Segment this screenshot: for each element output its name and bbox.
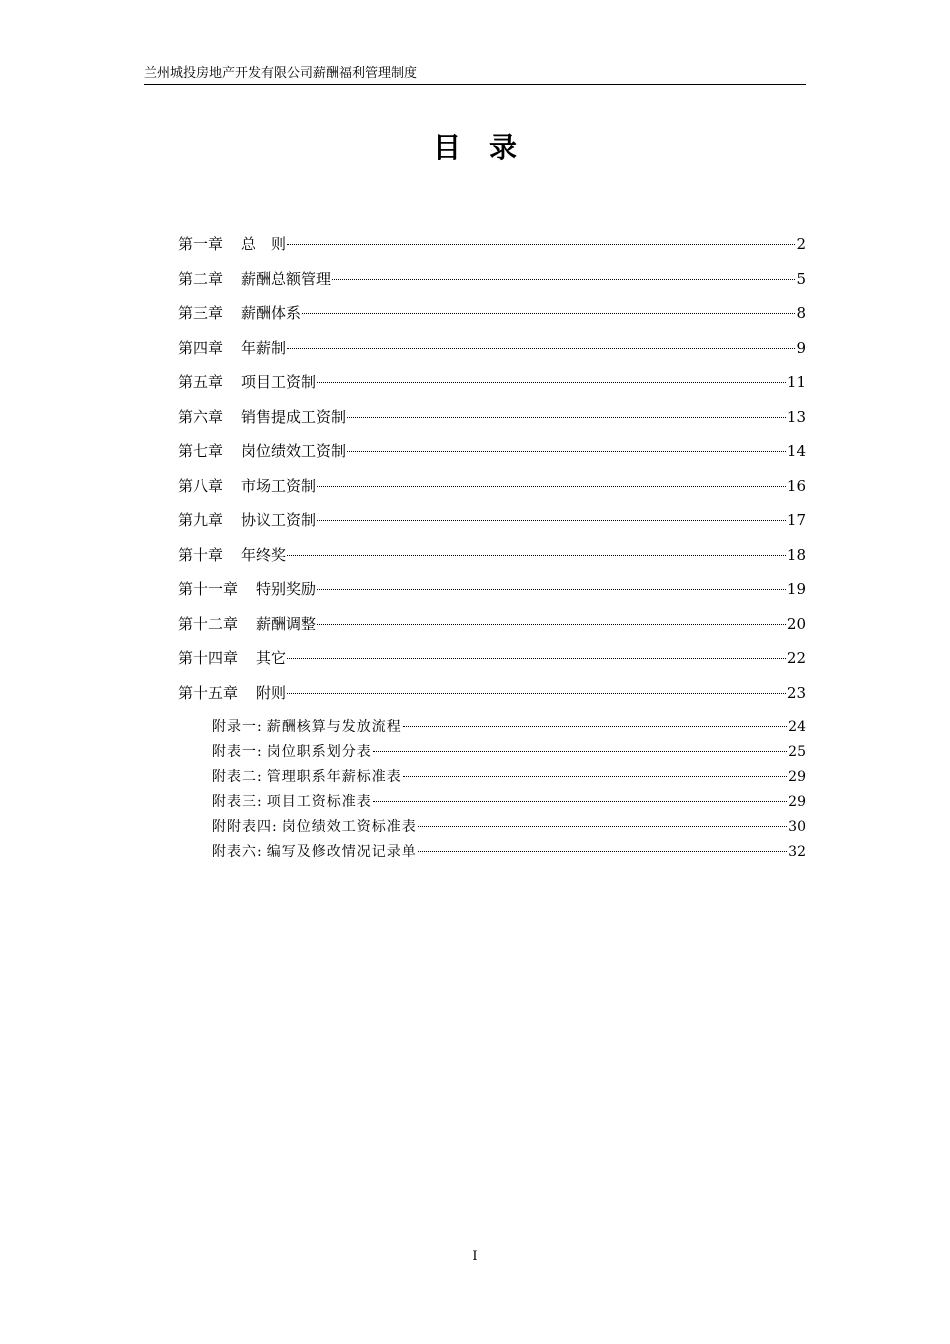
toc-entry-title: 薪酬体系 [241, 304, 302, 322]
page-number: I [472, 1249, 478, 1264]
toc-entry-page: 11 [786, 373, 806, 391]
toc-entry[interactable] [178, 303, 806, 338]
appendix-entry-number: 附附表四: [212, 819, 278, 835]
dot-leader [287, 244, 795, 245]
toc-entry-page: 13 [786, 407, 806, 426]
toc-entry-page: 14 [786, 442, 806, 460]
dot-leader [418, 826, 787, 827]
appendix-entry-number: 附表六: [212, 844, 263, 860]
toc-entry[interactable] [178, 441, 806, 476]
toc-entry-number: 第十二章 [178, 614, 239, 633]
dot-leader [373, 801, 787, 802]
dot-leader [287, 658, 786, 659]
dot-leader [332, 279, 795, 280]
toc-entry-number: 第三章 [178, 304, 224, 322]
appendix-entry[interactable] [212, 817, 806, 842]
toc-entry-title: 岗位绩效工资制 [241, 442, 347, 460]
appendix-entry-number: 附表二: [212, 769, 263, 785]
toc-entry-title: 薪酬总额管理 [241, 269, 332, 288]
toc-entry-title: 项目工资制 [241, 373, 317, 391]
dot-leader [347, 451, 786, 452]
appendix-entry-title: 岗位职系划分表 [266, 744, 372, 760]
toc-entry[interactable] [178, 579, 806, 614]
toc-entry-page: 19 [786, 580, 806, 598]
dot-leader [287, 555, 786, 556]
toc-entry-number: 第九章 [178, 511, 224, 529]
toc-entry-page: 8 [796, 304, 806, 322]
appendix-entry[interactable] [212, 717, 806, 742]
dot-leader [418, 851, 787, 852]
appendix-entry[interactable] [212, 742, 806, 767]
toc-entry-title: 销售提成工资制 [241, 407, 347, 426]
toc-entry-title: 其它 [256, 649, 287, 667]
toc-entry[interactable] [178, 407, 806, 442]
toc-entry-title: 年终奖 [241, 545, 287, 564]
toc-entry-page: 17 [786, 511, 806, 529]
toc-entry[interactable] [178, 683, 806, 718]
dot-leader [287, 693, 786, 694]
toc-entry-number: 第四章 [178, 338, 224, 357]
appendix-entry-page: 25 [788, 744, 806, 760]
dot-leader [317, 520, 786, 521]
appendix-entry-title: 编写及修改情况记录单 [266, 844, 417, 860]
toc-entry-page: 18 [786, 545, 806, 564]
appendix-entry-page: 30 [788, 819, 806, 835]
toc-entry-number: 第十四章 [178, 649, 239, 667]
toc-entry[interactable] [178, 510, 806, 545]
toc-entry-title: 协议工资制 [241, 511, 317, 529]
toc-entry-title: 年薪制 [241, 338, 287, 357]
toc-entry-number: 第八章 [178, 476, 224, 495]
dot-leader [373, 751, 787, 752]
toc-entry-number: 第七章 [178, 442, 224, 460]
appendix-entry-number: 附录一: [212, 719, 263, 735]
toc-entry-number: 第十一章 [178, 580, 239, 598]
toc-entry[interactable] [178, 476, 806, 511]
appendix-entry-title: 项目工资标准表 [266, 794, 372, 810]
dot-leader [403, 726, 787, 727]
toc-entry-page: 2 [796, 235, 806, 253]
toc-entry-page: 9 [796, 338, 806, 357]
toc-entry-number: 第十五章 [178, 683, 239, 702]
toc-entry[interactable] [178, 614, 806, 649]
toc-entry-page: 20 [786, 614, 806, 633]
appendix-entry-page: 29 [788, 769, 806, 785]
page-header [144, 64, 806, 85]
toc-title: 目录 [432, 131, 545, 164]
toc-entry-page: 22 [786, 649, 806, 667]
appendix-entry-number: 附表一: [212, 744, 263, 760]
appendix-entry-title: 薪酬核算与发放流程 [266, 719, 402, 735]
appendix-entry-page: 24 [788, 719, 806, 735]
appendix-entry-page: 29 [788, 794, 806, 810]
toc-entry-title: 附则 [256, 683, 287, 702]
appendix-entry[interactable] [212, 792, 806, 817]
toc-appendix-list [212, 717, 806, 867]
toc-entry-number: 第六章 [178, 407, 224, 426]
dot-leader [302, 313, 795, 314]
appendix-entry-page: 32 [788, 844, 806, 860]
dot-leader [287, 348, 795, 349]
appendix-entry-title: 管理职系年薪标准表 [266, 769, 402, 785]
toc-entry[interactable] [178, 372, 806, 407]
appendix-entry-number: 附表三: [212, 794, 263, 810]
dot-leader [317, 589, 786, 590]
appendix-entry[interactable] [212, 767, 806, 792]
toc-entry-number: 第十章 [178, 545, 224, 564]
toc-entry-number: 第一章 [178, 235, 224, 253]
toc-entry[interactable] [178, 338, 806, 373]
toc-entry[interactable] [178, 234, 806, 269]
header-title: 兰州城投房地产开发有限公司薪酬福利管理制度 [144, 66, 418, 81]
toc-entry-title: 特别奖励 [256, 580, 317, 598]
toc-entry[interactable] [178, 545, 806, 580]
toc-entry[interactable] [178, 269, 806, 304]
toc-entry[interactable] [178, 648, 806, 683]
appendix-entry[interactable] [212, 842, 806, 867]
toc-main-list [178, 234, 806, 717]
dot-leader [317, 382, 786, 383]
dot-leader [317, 486, 786, 487]
appendix-entry-title: 岗位绩效工资标准表 [281, 819, 417, 835]
toc-entry-page: 16 [786, 476, 806, 495]
toc-entry-title: 总 则 [241, 235, 287, 253]
toc-entry-title: 市场工资制 [241, 476, 317, 495]
toc-entry-title: 薪酬调整 [256, 614, 317, 633]
dot-leader [347, 417, 786, 418]
toc-entry-page: 5 [796, 269, 806, 288]
toc-entry-page: 23 [786, 683, 806, 702]
toc-entry-number: 第二章 [178, 269, 224, 288]
dot-leader [317, 624, 786, 625]
toc-entry-number: 第五章 [178, 373, 224, 391]
dot-leader [403, 776, 787, 777]
